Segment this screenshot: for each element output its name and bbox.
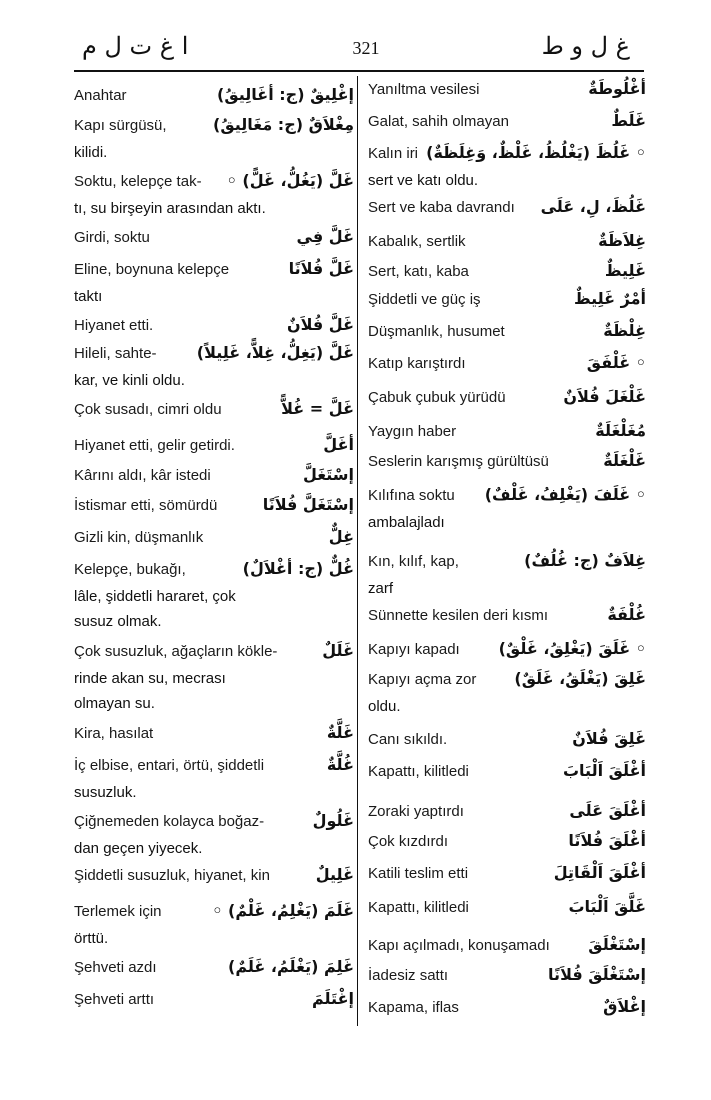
entry-translation: Seslerin karışmış gürültüsü (368, 453, 549, 470)
entry-arabic-term: غَلْغَلَةٌ (603, 451, 646, 470)
entry-translation-continued: kilidi. (74, 144, 108, 161)
right-column (368, 76, 646, 1036)
entry-translation-continued: rinde akan su, mecrası (74, 670, 226, 687)
entry-translation: Yaygın haber (368, 423, 457, 440)
column-divider (357, 76, 358, 1026)
entry-translation: Kapattı, kilitledi (368, 763, 469, 780)
entry-translation-continued: ambalajladı (368, 514, 445, 531)
entry-translation: İstismar etti, sömürdü (74, 497, 218, 514)
header-rule (74, 70, 644, 72)
entry-translation: Sünnette kesilen deri kısmı (368, 607, 549, 624)
entry-arabic-term: غَلِمَ (يَغْلَمُ، غَلَمٌ) (228, 957, 354, 976)
entry-translation: Kapı açılmadı, konuşamadı (368, 937, 550, 954)
entry-arabic-term: أغْلَقَ اَلْقَاتِلَ (553, 863, 646, 882)
entry-translation: Çiğnemeden kolayca boğaz- (74, 813, 265, 830)
entry-translation-continued: susuz olmak. (74, 613, 162, 630)
entry-translation-continued: taktı (74, 288, 103, 305)
entry-arabic-term: إسْتَغْلَقَ (588, 935, 646, 954)
entry-arabic-term: إسْتَغْلَقَ فُلاَنًا (548, 965, 646, 984)
entry-translation-continued: kar, ve kinli oldu. (74, 372, 185, 389)
entry-translation: Zoraki yaptırdı (368, 803, 464, 820)
entry-arabic-term: غَلْغَلَ فُلاَنٌ (563, 387, 646, 406)
entry-arabic-term: ◦ غَلُظَ (يَغْلُظُ، غَلْظٌ، وَغِلَظَةٌ) (426, 143, 646, 162)
entry-arabic-term: أمْرٌ غَلِيظٌ (573, 289, 646, 308)
entry-translation: Şiddetli ve güç iş (368, 291, 481, 308)
entry-translation: Canı sıkıldı. (368, 731, 448, 748)
entry-arabic-term: غِلاَفٌ (ج: غُلُفٌ) (524, 551, 646, 570)
entry-arabic-term: أغْلَقَ عَلَى (569, 801, 646, 820)
entry-translation: Şehveti arttı (74, 991, 155, 1008)
entry-arabic-term: غَلِيلٌ (315, 865, 354, 884)
entry-translation: İç elbise, entari, örtü, şiddetli (74, 757, 265, 774)
entry-translation: Şiddetli susuzluk, hiyanet, kin (74, 867, 270, 884)
entry-translation: Kalın iri (368, 145, 419, 162)
entry-arabic-term: أغْلَقَ فُلاَنًا (568, 831, 646, 850)
entry-translation: Sert ve kaba davrandı (368, 199, 515, 216)
entry-arabic-term: أغْلُوطَةٌ (588, 79, 646, 98)
entry-arabic-term: إغْتَلَمَ (311, 989, 354, 1008)
entry-translation-continued: dan geçen yiyecek. (74, 840, 203, 857)
header-right-letters: غ ل و ط (541, 32, 630, 60)
entry-arabic-term: غَلَطٌ (611, 111, 646, 130)
entry-translation: Kelepçe, bukağı, (74, 561, 186, 578)
entry-arabic-term: غَلَّ (يَغُلُّ، غَلًّ) ◦ (226, 171, 354, 190)
entry-arabic-term: غِلٌّ (328, 527, 354, 546)
entry-translation: Galat, sahih olmayan (368, 113, 509, 130)
entry-translation: Anahtar (74, 87, 127, 104)
entry-translation: Kapıyı açma zor (368, 671, 477, 688)
entry-translation: Katıp karıştırdı (368, 355, 466, 372)
entry-arabic-term: غَلَلٌ (322, 641, 354, 660)
entry-arabic-term: إسْتَغَلَّ (302, 465, 354, 484)
entry-arabic-term: ◦ غَلَفَ (يَغْلِفُ، غَلْفٌ) (484, 485, 646, 504)
entry-arabic-term: غَلَّ فُلاَنًا (288, 259, 354, 278)
left-column (74, 76, 354, 1036)
page-header (0, 0, 711, 70)
entry-arabic-term: أغْلَقَ اَلْبَابَ (562, 761, 646, 780)
entry-translation: Kapama, iflas (368, 999, 459, 1016)
entry-translation-continued: örttü. (74, 930, 109, 947)
entry-translation: Hiyanet etti. (74, 317, 154, 334)
entry-translation: Kârını aldı, kâr istedi (74, 467, 211, 484)
entry-arabic-term: مُغَلْغَلَةٌ (595, 421, 646, 440)
entry-translation: Hileli, sahte- (74, 345, 157, 362)
entry-translation: Terlemek için (74, 903, 162, 920)
entry-arabic-term: ◦ غَلْفَقَ (586, 353, 646, 372)
entry-arabic-term: غُلَّةٌ (326, 755, 354, 774)
entry-translation: İadesiz sattı (368, 967, 449, 984)
entry-translation: Çok kızdırdı (368, 833, 449, 850)
entry-translation: Çok susadı, cimri oldu (74, 401, 222, 418)
entry-arabic-term: غَلَّ = غُلاًّ (281, 399, 354, 418)
entry-arabic-term: غَلِقَ (يَغْلَقُ، غَلَقٌ) (514, 669, 646, 688)
entry-translation: Yanıltma vesilesi (368, 81, 480, 98)
entry-arabic-term: أغَلَّ (323, 435, 354, 454)
entry-arabic-term: إغْلِيقٌ (ج: أغَالِيقُ) (217, 85, 354, 104)
entry-translation: Kapı sürgüsü, (74, 117, 167, 134)
page-number: 321 (352, 38, 380, 58)
entry-translation: Kılıfına soktu (368, 487, 455, 504)
entry-arabic-term: مِغْلاَقٌ (ج: مَغَالِيقُ) (213, 115, 354, 134)
header-left-letters: ا غ ت ل م (82, 32, 189, 60)
entry-translation-continued: olmayan su. (74, 695, 155, 712)
entry-arabic-term: غُلٌّ (ج: أغْلاَلٌ) (242, 559, 354, 578)
entry-translation: Kabalık, sertlik (368, 233, 466, 250)
entry-translation: Soktu, kelepçe tak- (74, 173, 202, 190)
entry-arabic-term: غُلْفَةٌ (607, 605, 646, 624)
entry-arabic-term: ◦ غَلَقَ (يَغْلِقُ، غَلْقٌ) (498, 639, 646, 658)
entry-translation: Girdi, soktu (74, 229, 150, 246)
entry-arabic-term: غَلَّقَ اَلْبَابَ (568, 897, 646, 916)
entry-translation: Kapattı, kilitledi (368, 899, 469, 916)
entry-translation: Sert, katı, kaba (368, 263, 469, 280)
entry-translation: Düşmanlık, husumet (368, 323, 505, 340)
entry-translation: Çok susuzluk, ağaçların kökle- (74, 643, 278, 660)
entry-translation-continued: sert ve katı oldu. (368, 172, 479, 189)
entry-translation-continued: oldu. (368, 698, 401, 715)
entry-translation: Şehveti azdı (74, 959, 157, 976)
entry-arabic-term: غِلاَظَةٌ (598, 231, 646, 250)
entry-arabic-term: غَلَّةٌ (326, 723, 354, 742)
entry-translation-continued: susuzluk. (74, 784, 137, 801)
entry-translation: Katili teslim etti (368, 865, 469, 882)
entry-arabic-term: غَلُظَ، لِ، عَلَى (540, 197, 646, 216)
entry-translation: Hiyanet etti, gelir getirdi. (74, 437, 235, 454)
entry-translation: Kın, kılıf, kap, (368, 553, 459, 570)
entry-arabic-term: إسْتَغَلَّ فُلاَنًا (262, 495, 354, 514)
entry-arabic-term: غِلْظَةٌ (603, 321, 646, 340)
entry-arabic-term: غَلِيظٌ (604, 261, 646, 280)
entry-arabic-term: غَلَّ فِي (296, 227, 354, 246)
entry-arabic-term: غَلَمَ (يَغْلِمُ، غَلْمٌ) ◦ (212, 901, 354, 920)
entry-arabic-term: غَلِقَ فُلاَنٌ (572, 729, 646, 748)
entry-arabic-term: إغْلاَقٌ (603, 997, 646, 1016)
entry-arabic-term: غَلَّ (يَغِلُّ، غِلاًّ، غَلِيلاً) (196, 343, 354, 362)
entry-translation: Eline, boynuna kelepçe (74, 261, 230, 278)
entry-translation: Kira, hasılat (74, 725, 154, 742)
entry-translation-continued: zarf (368, 580, 394, 597)
entry-translation-continued: lâle, şiddetli hararet, çok (74, 588, 236, 605)
entry-translation: Kapıyı kapadı (368, 641, 460, 658)
entry-arabic-term: غَلَّ فُلاَنٌ (286, 315, 354, 334)
entry-translation: Gizli kin, düşmanlık (74, 529, 204, 546)
entry-translation: Çabuk çubuk yürüdü (368, 389, 506, 406)
entry-translation-continued: tı, su birşeyin arasından aktı. (74, 200, 266, 217)
entry-arabic-term: غَلُولٌ (312, 811, 354, 830)
